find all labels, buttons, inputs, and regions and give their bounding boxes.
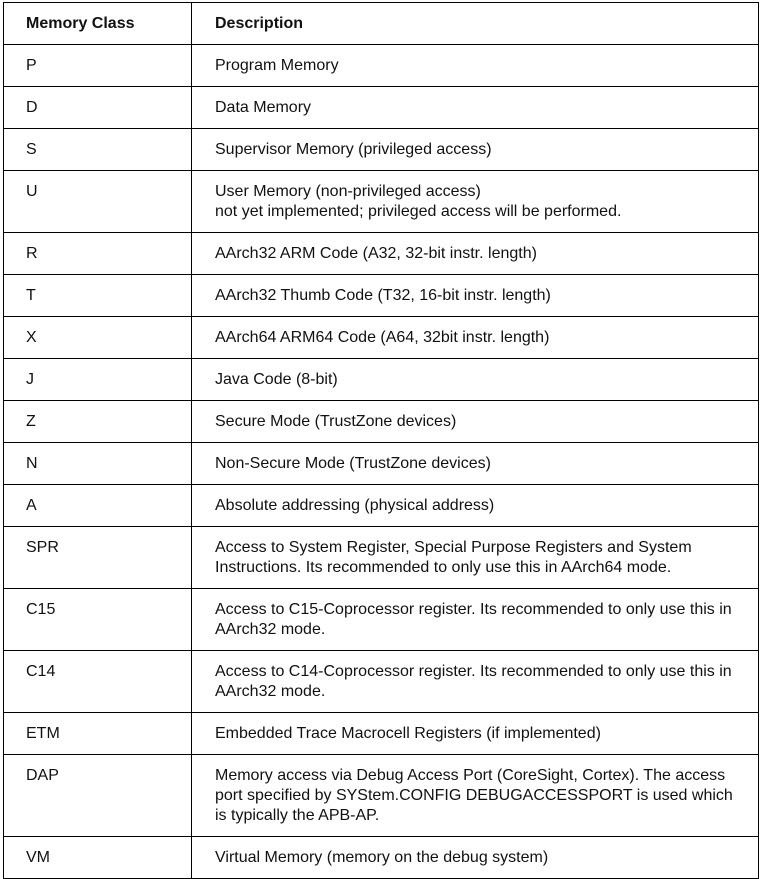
description-cell bbox=[192, 45, 759, 87]
description-line: port specified by SYStem.CONFIG DEBUGACCESSPORT is used which bbox=[215, 787, 733, 804]
table-row bbox=[4, 589, 759, 651]
table-row bbox=[4, 171, 759, 233]
description-cell bbox=[192, 233, 759, 275]
table-row bbox=[4, 713, 759, 755]
table-row bbox=[4, 401, 759, 443]
description-line: Instructions. Its recommended to only use this in AArch64 mode. bbox=[215, 559, 672, 576]
description-line: Java Code (8-bit) bbox=[215, 371, 338, 388]
description-line: Non-Secure Mode (TrustZone devices) bbox=[215, 455, 491, 472]
memory-class-cell: R bbox=[4, 233, 192, 275]
description-line: Access to System Register, Special Purpose Registers and System bbox=[215, 539, 692, 556]
description-cell bbox=[192, 275, 759, 317]
table-row bbox=[4, 45, 759, 87]
table-row bbox=[4, 359, 759, 401]
description-cell bbox=[192, 443, 759, 485]
memory-class-table bbox=[3, 2, 759, 879]
memory-class-cell: A bbox=[4, 485, 192, 527]
memory-class-cell: P bbox=[4, 45, 192, 87]
description-line: Memory access via Debug Access Port (CoreSight, Cortex). The access bbox=[215, 767, 726, 784]
description-line: Program Memory bbox=[215, 57, 339, 74]
memory-class-cell: U bbox=[4, 171, 192, 233]
description-cell bbox=[192, 713, 759, 755]
memory-class-cell: N bbox=[4, 443, 192, 485]
table-row bbox=[4, 755, 759, 837]
description-line: AArch32 Thumb Code (T32, 16-bit instr. length) bbox=[215, 287, 551, 304]
description-line: Access to C15-Coprocessor register. Its recommended to only use this in bbox=[215, 601, 732, 618]
table-row bbox=[4, 87, 759, 129]
description-cell bbox=[192, 171, 759, 233]
description-cell bbox=[192, 527, 759, 589]
description-cell bbox=[192, 317, 759, 359]
memory-class-cell: C15 bbox=[4, 589, 192, 651]
description-line: AArch64 ARM64 Code (A64, 32bit instr. length) bbox=[215, 329, 550, 346]
memory-class-cell: DAP bbox=[4, 755, 192, 837]
table-row bbox=[4, 129, 759, 171]
table-row bbox=[4, 837, 759, 879]
description-line: Supervisor Memory (privileged access) bbox=[215, 141, 492, 158]
description-cell bbox=[192, 87, 759, 129]
memory-class-cell: C14 bbox=[4, 651, 192, 713]
description-line: Absolute addressing (physical address) bbox=[215, 497, 495, 514]
table-row bbox=[4, 485, 759, 527]
table-row bbox=[4, 443, 759, 485]
description-line: is typically the APB-AP. bbox=[215, 807, 380, 824]
description-line: not yet implemented; privileged access will be performed. bbox=[215, 203, 622, 220]
table-header-row bbox=[4, 3, 759, 45]
memory-class-cell: VM bbox=[4, 837, 192, 879]
description-line: Virtual Memory (memory on the debug system) bbox=[215, 849, 549, 866]
memory-class-cell: D bbox=[4, 87, 192, 129]
description-line: Access to C14-Coprocessor register. Its recommended to only use this in bbox=[215, 663, 732, 680]
description-cell bbox=[192, 485, 759, 527]
memory-class-cell: SPR bbox=[4, 527, 192, 589]
memory-class-cell: Z bbox=[4, 401, 192, 443]
description-line: AArch32 ARM Code (A32, 32-bit instr. length) bbox=[215, 245, 537, 262]
column-header-memory-class: Memory Class bbox=[4, 3, 192, 45]
description-line: Secure Mode (TrustZone devices) bbox=[215, 413, 457, 430]
description-cell bbox=[192, 589, 759, 651]
description-cell bbox=[192, 129, 759, 171]
description-line: AArch32 mode. bbox=[215, 621, 326, 638]
memory-class-cell: S bbox=[4, 129, 192, 171]
description-cell bbox=[192, 401, 759, 443]
memory-class-cell: J bbox=[4, 359, 192, 401]
table-row bbox=[4, 233, 759, 275]
description-cell bbox=[192, 651, 759, 713]
memory-class-cell: T bbox=[4, 275, 192, 317]
description-line: AArch32 mode. bbox=[215, 683, 326, 700]
description-line: Data Memory bbox=[215, 99, 312, 116]
memory-class-cell: ETM bbox=[4, 713, 192, 755]
table-row bbox=[4, 275, 759, 317]
memory-class-cell: X bbox=[4, 317, 192, 359]
table-row bbox=[4, 651, 759, 713]
column-header-description: Description bbox=[192, 3, 759, 45]
description-cell bbox=[192, 359, 759, 401]
description-cell bbox=[192, 755, 759, 837]
table-row bbox=[4, 317, 759, 359]
table-row bbox=[4, 527, 759, 589]
description-cell bbox=[192, 837, 759, 879]
description-line: User Memory (non-privileged access) bbox=[215, 183, 481, 200]
description-line: Embedded Trace Macrocell Registers (if implemented) bbox=[215, 725, 601, 742]
